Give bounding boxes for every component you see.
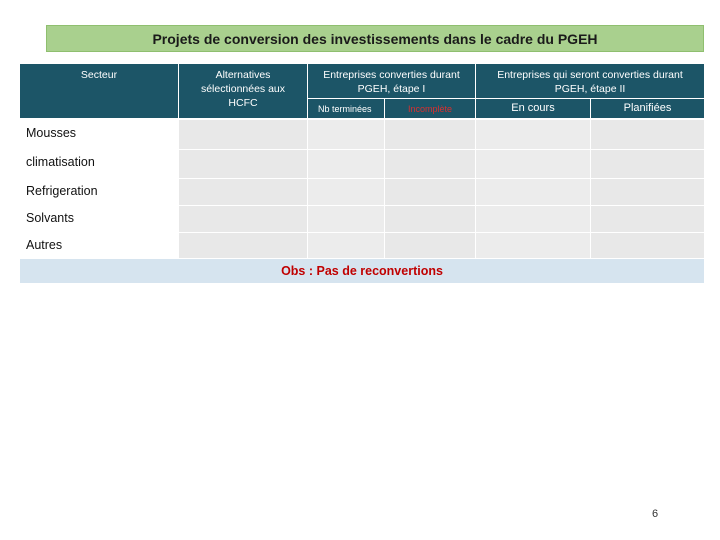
table-cell: [308, 179, 384, 205]
obs-text: Obs : Pas de reconvertions: [281, 264, 443, 278]
table-cell: [591, 233, 704, 258]
slide-title: Projets de conversion des investissements dans le cadre du PGEH: [46, 25, 704, 52]
row-label: Solvants: [26, 211, 74, 225]
table-cell: [476, 233, 590, 258]
row-label: Refrigeration: [26, 184, 98, 198]
table-cell: [179, 233, 307, 258]
table-cell: [591, 150, 704, 178]
table-cell: [476, 150, 590, 178]
table-cell: [476, 206, 590, 232]
header-secteur: Secteur: [20, 64, 178, 118]
table-cell: [385, 206, 475, 232]
table-cell: [385, 179, 475, 205]
page-number: 6: [652, 508, 659, 520]
table-cell: [308, 233, 384, 258]
header-etape2: Entreprises qui seront converties durant PGEH, étape II: [476, 64, 704, 98]
table-cell: [476, 179, 590, 205]
table-cell: [179, 150, 307, 178]
header-etape1-terminees: Nb terminées: [308, 98, 384, 118]
table-cell: [476, 120, 590, 149]
header-etape1-incomplete: Incomplète: [385, 98, 475, 118]
row-label: Autres: [26, 238, 63, 252]
table-cell: [385, 120, 475, 149]
table-cell: [308, 120, 384, 149]
table-cell: [179, 120, 307, 149]
header-alternatives: Alternatives sélectionnées aux HCFC: [179, 64, 307, 118]
table-cell: [591, 179, 704, 205]
header-etape1: Entreprises converties durant PGEH, étape I: [308, 64, 475, 98]
table-cell: [591, 206, 704, 232]
obs-row: [20, 259, 704, 283]
row-label: Mousses: [26, 126, 77, 140]
table-cell: [179, 179, 307, 205]
table-cell: [591, 120, 704, 149]
header-etape2-planifiees: Planifiées: [591, 98, 704, 118]
header-etape2-en-cours: En cours: [476, 98, 590, 118]
row-label: climatisation: [26, 155, 95, 169]
table-cell: [308, 206, 384, 232]
table-cell: [385, 233, 475, 258]
table-cell: [179, 206, 307, 232]
table-cell: [385, 150, 475, 178]
table-cell: [308, 150, 384, 178]
